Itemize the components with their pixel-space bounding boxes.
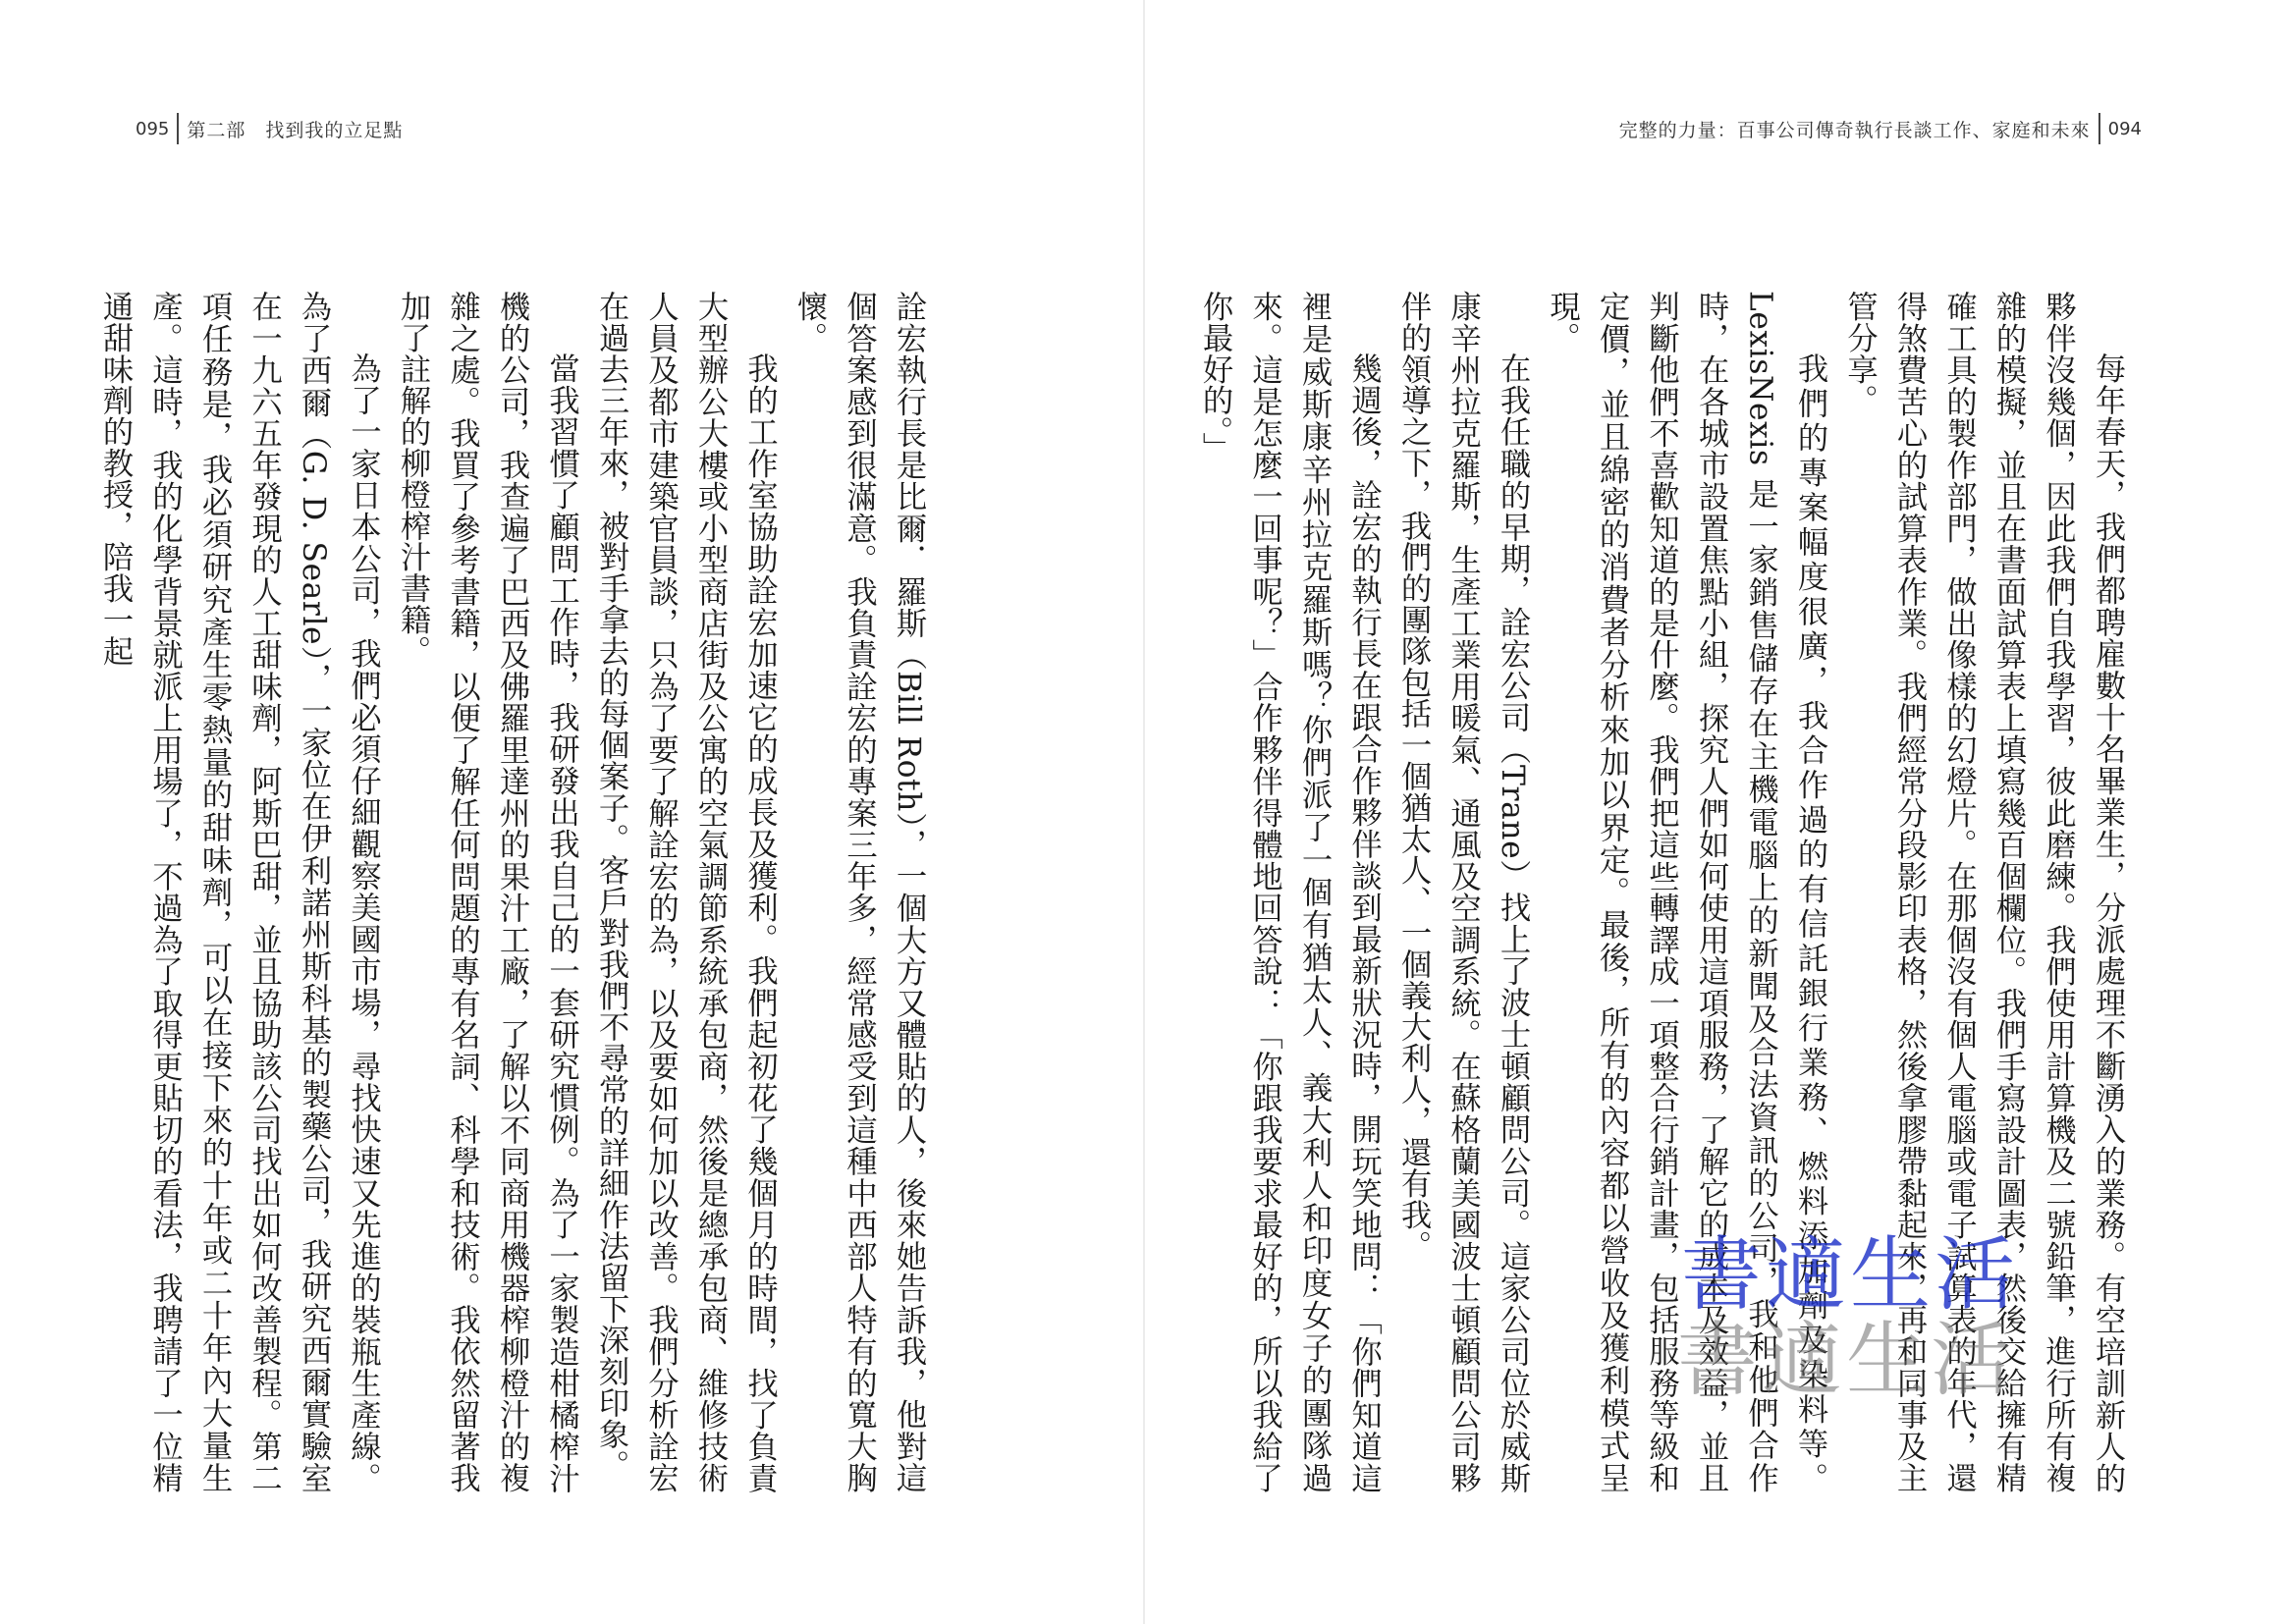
header-divider bbox=[177, 113, 179, 144]
right-paragraph-2: 我們的專案幅度很廣，我合作過的有信託銀行業務、燃料添加劑及染料等。LexisNexis 是一家銷售儲存在主機電腦上的新聞及合法資訊的公司，我和他們合作時，在各城市設置焦點小組，探究人們如何使用這項服務，了解它的成本及效益，並且判斷他們不喜歡知道的是什麼。我們把這些轉譯成一項整合行銷計畫，包括服務等級和定價，並且綿密的消費者分析來加以界定。最後，所有的內容都以營收及獲利模式呈現。 bbox=[1544, 291, 1827, 1493]
right-paragraph-4: 幾週後，詮宏的執行長在跟合作夥伴談到最新狀況時，開玩笑地問：「你們知道這裡是威斯康辛州拉克羅斯嗎？你們派了一個有猶太人、義大利人和印度女子的團隊過來。這是怎麼一回事呢？」合作夥伴得體地回答說：「你跟我要求最好的，所以我給了你最好的。」 bbox=[1197, 291, 1382, 1493]
right-paragraph-1: 每年春天，我們都聘雇數十名畢業生，分派處理不斷湧入的業務。有空培訓新人的夥伴沒幾個，因此我們自我學習，彼此磨練。我們使用計算機及二號鉛筆，進行所有複雜的模擬，並且在書面試算表上填寫幾百個欄位。我們手寫設計圖表，然後交給擁有精確工具的製作部門，做出像樣的幻燈片。在那個沒有個人電腦或電子試算表的年代，還得煞費苦心的試算表作業。我們經常分段影印表格，然後拿膠帶黏起來，再和同事及主管分享。 bbox=[1841, 291, 2125, 1493]
left-paragraph-4: 為了一家日本公司，我們必須仔細觀察美國市場，尋找快速又先進的裝瓶生產線。為了西爾（G. D. Searle），一家位在伊利諾州斯科基的製藥公司，我研究西爾實驗室在一九六五年發現的人工甜味劑，阿斯巴甜，並且協助該公司找出如何改善製程。第二項任務是，我必須研究產生零熱量的甜味劑，可以在接下來的十年或二十年內大量生產。這時，我的化學背景就派上用場了，不過為了取得更貼切的看法，我聘請了一位精通甜味劑的教授，陪我一起 bbox=[97, 291, 381, 1493]
header-divider bbox=[2098, 113, 2100, 144]
left-running-header bbox=[136, 112, 403, 145]
right-running-header bbox=[1619, 112, 2142, 145]
left-page bbox=[0, 0, 1144, 1624]
right-page bbox=[1145, 0, 2289, 1624]
watermark-gray: 書適生活 bbox=[1677, 1314, 2016, 1407]
watermark-blue: 書適生活 bbox=[1681, 1228, 2020, 1322]
left-page-number: 095 bbox=[136, 118, 170, 139]
left-paragraph-3: 當我習慣了顧問工作時，我研發出我自己的一套研究慣例。為了一家製造柑橘榨汁機的公司，我查遍了巴西及佛羅里達州的果汁工廠，了解以不同商用機器榨柳橙汁的複雜之處。我買了參考書籍，以便了解任何問題的專有名詞、科學和技術。我依然留著我加了註解的柳橙榨汁書籍。 bbox=[395, 291, 579, 1493]
left-paragraph-2: 我的工作室協助詮宏加速它的成長及獲利。我們起初花了幾個月的時間，找了負責大型辦公大樓或小型商店街及公寓的空氣調節系統承包商，然後是總承包商、維修技術人員及都市建築官員談，只為了要了解詮宏的為，以及要如何加以改善。我們分析詮宏在過去三年來，被對手拿去的每個案子。客戶對我們不尋常的詳細作法留下深刻印象。 bbox=[593, 291, 778, 1493]
book-title: 完整的力量：百事公司傳奇執行長談工作、家庭和未來 bbox=[1618, 119, 2091, 141]
right-page-number: 094 bbox=[2107, 118, 2142, 139]
right-paragraph-3: 在我任職的早期，詮宏公司（Trane）找上了波士頓顧問公司。這家公司位於威斯康辛州拉克羅斯，生產工業用暖氣、通風及空調系統。在蘇格蘭美國波士頓顧問公司夥伴的領導之下，我們的團隊包括一個猶太人、一個義大利人，還有我。 bbox=[1395, 291, 1530, 1493]
left-paragraph-1: 詮宏執行長是比爾．羅斯（Bill Roth），一個大方又體貼的人，後來她告訴我，他對這個答案感到很滿意。我負責詮宏的專案三年多，經常感受到這種中西部人特有的寬大胸懷。 bbox=[791, 291, 926, 1493]
left-body-text bbox=[97, 291, 933, 1493]
left-section-title: 第二部 找到我的立足點 bbox=[187, 119, 404, 141]
right-body-text bbox=[1197, 291, 2132, 1493]
